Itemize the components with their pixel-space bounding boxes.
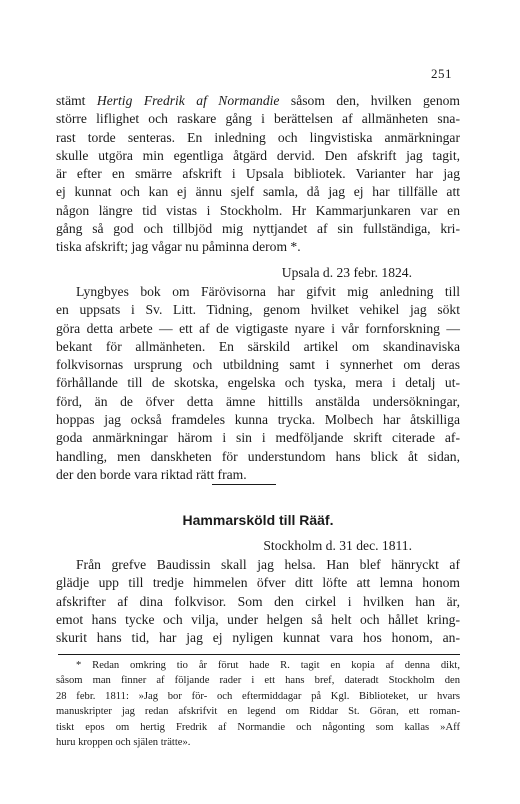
- footnote-line: tiskt epos om hertig Fredrik af Normandie och någonting som kallas »Aff: [56, 721, 460, 733]
- paragraph-line: förhållande till de skotska, engelska och tyska, mera i detalj ut-: [56, 375, 460, 391]
- dateline-stockholm: [56, 537, 460, 555]
- footnote-line: huru kroppen och själen trätte».: [56, 737, 191, 749]
- dateline-text: Stockholm d. 31 dec. 1811.: [263, 538, 412, 553]
- letter-heading: Hammarsköld till Rääf.: [182, 512, 334, 528]
- paragraph-line: hoppas jag också framdeles kunna trycka. Molbech har åtskilliga: [56, 412, 460, 428]
- section-divider: [212, 484, 276, 485]
- paragraph-line: ej kunnat och kan ej ännu sjelf samla, då jag ej har tillfälle att: [56, 184, 460, 200]
- paragraph-line: goda anmärkningar härom i sin i medföljande skrift citerade af-: [56, 430, 460, 446]
- dateline-text: Upsala d. 23 febr. 1824.: [281, 265, 412, 280]
- paragraph-line: afskrifter af dina folkvisor. Som den cirkel i hvilken han är,: [56, 593, 460, 609]
- paragraph-line: der den borde vara riktad rätt fram.: [56, 466, 247, 482]
- paragraph-line: emot hans tycke och vilja, under helgen så helt och hållet kring-: [56, 611, 460, 627]
- paragraph-line: Lyngbyes bok om Färövisorna har gifvit mig anledning till: [76, 284, 460, 299]
- paragraph-line: en uppsats i Sv. Litt. Tidning, genom hvilket vehikel jag sökt: [56, 302, 460, 318]
- italic-title: Hertig Fredrik af Normandie: [96, 93, 280, 108]
- paragraph-line: skulle utgöra min egentliga åtgärd dervid. Den afskrift jag tagit,: [56, 147, 460, 163]
- paragraph-line: större liflighet och raskare gång i berättelsen af allmänheten sna-: [56, 111, 460, 127]
- footnote-line: 28 febr. 1811: »Jag bor för- och eftermiddagar på Kgl. Biblioteket, ur hvars: [56, 690, 460, 702]
- footnote-line: * Redan omkring tio år förut hade R. tagit en kopia af denna dikt,: [76, 660, 460, 671]
- footnote-line: manuskripter jag redan afskrifvit en legend om Riddar St. Göran, ett roman-: [56, 706, 460, 718]
- paragraph-line: rast torde senteras. En inledning och lingvistiska anmärkningar: [56, 129, 460, 145]
- paragraph-line: bekant för allmänheten. En särskild artikel om skandinaviska: [56, 338, 460, 354]
- paragraph-line: Från grefve Baudissin skall jag helsa. Han blef hänryckt af: [76, 557, 460, 572]
- paragraph-line: stämt Hertig Fredrik af Normandie såsom den, hvilken genom: [56, 93, 460, 108]
- footnote-rule: [58, 654, 460, 655]
- paragraph-line: göra detta arbete — ett af de vigtigaste nyare i vår fornforskning —: [56, 320, 460, 336]
- paragraph-line: tiska afskrift; jag vågar nu påminna derom *.: [56, 239, 301, 255]
- paragraph-2: [56, 283, 460, 484]
- paragraph-1: [56, 92, 460, 257]
- paragraph-line: glädje upp till tredje himmelen öfver ditt löfte att lemna honom: [56, 575, 460, 591]
- page-number: 251: [431, 66, 452, 81]
- paragraph-line: skurit hans tid, har jag ej nyligen kunnat vara hos honom, an-: [56, 630, 460, 646]
- paragraph-line: någon längre tid vistas i Stockholm. Hr Kammarjunkaren var en: [56, 202, 460, 218]
- paragraph-3: [56, 556, 460, 647]
- dateline-upsala: [56, 264, 460, 282]
- paragraph-line: gång så god och tillbjöd mig nyttjandet af sin fullständiga, kri-: [56, 221, 460, 237]
- paragraph-line: är efter en smärre afskrift i Upsala bibliotek. Varianter har jag: [56, 166, 460, 182]
- paragraph-line: handling, men danskheten för understundom hans blick åt sidan,: [56, 448, 460, 464]
- paragraph-line: folkvisornas ursprung och utbildning samt i synnerhet om deras: [56, 357, 460, 373]
- paragraph-line: förd, än de öfver detta ämne hittills anstälda undersökningar,: [56, 393, 460, 409]
- footnote: [56, 658, 460, 750]
- footnote-line: såsom man finner af följande rader i ett hans bref, dateradt Stockholm den: [56, 675, 460, 687]
